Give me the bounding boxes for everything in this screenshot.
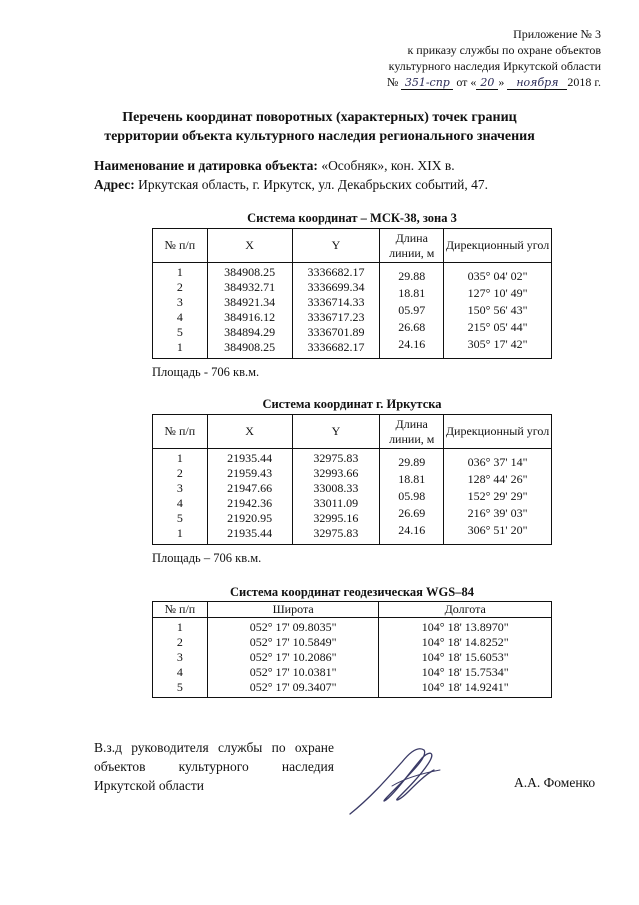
table3-longitude-value: 104° 18' 14.9241": [421, 680, 509, 694]
order-month-handwritten: ноября: [507, 77, 567, 90]
order-number-line: [387, 74, 601, 90]
table2-angle-value: 128° 44' 26": [467, 472, 528, 486]
table3-latitude-value: 052° 17' 10.0381": [249, 665, 337, 679]
table1-angle-value: 305° 17' 42": [467, 337, 528, 351]
table3-point: 1: [176, 620, 183, 634]
coordinates-table-irkutsk: [152, 414, 552, 545]
table2-col-angle: [444, 449, 552, 545]
table1-length-value: 26.68: [398, 320, 426, 334]
table1-x-value: 384894.29: [224, 325, 276, 339]
table2-col-x: [207, 449, 292, 545]
table2-x-value: 21959.43: [227, 466, 273, 480]
table1-header-number: № п/п: [153, 229, 208, 263]
table2-y-value: 32975.83: [313, 451, 359, 465]
appendix-header: [387, 26, 601, 90]
table3-header-number: № п/п: [153, 602, 208, 618]
table2-y-value: 32995.16: [313, 511, 359, 525]
table2-point: 3: [176, 481, 183, 495]
table3-point: 2: [176, 635, 183, 649]
table2-y-value: 33008.33: [313, 481, 359, 495]
table1-col-x: [207, 263, 292, 359]
table2-y-value: 32975.83: [313, 526, 359, 540]
table2-length-value: 18.81: [398, 472, 426, 486]
table3-header-latitude: Широта: [207, 602, 379, 618]
table1-area: Площадь - 706 кв.м.: [152, 365, 260, 379]
table2-point: 4: [176, 496, 183, 510]
table1-y-value: 3336682.17: [307, 265, 365, 279]
object-address-label: Адрес:: [94, 177, 135, 192]
quote-close: »: [498, 75, 505, 89]
table1-col-length: [380, 263, 444, 359]
table3-col-latitude: [207, 618, 379, 698]
table3-longitude-value: 104° 18' 15.7534": [421, 665, 509, 679]
table1-point: 2: [176, 280, 183, 294]
table1-length-value: 29.88: [398, 269, 426, 283]
table2-header-angle: Дирекционный угол: [444, 415, 552, 449]
table1-point: 1: [176, 265, 183, 279]
table1-x-value: 384908.25: [224, 340, 276, 354]
table1-header-angle: Дирекционный угол: [444, 229, 552, 263]
table2-angle-value: 216° 39' 03": [467, 506, 528, 520]
table2-point: 1: [176, 526, 183, 540]
table1-y-value: 3336714.33: [307, 295, 365, 309]
document-title: [0, 108, 639, 146]
table3-point: 5: [176, 680, 183, 694]
table2-length-value: 29.89: [398, 455, 426, 469]
object-name-label: Наименование и датировка объекта:: [94, 158, 318, 173]
table2-point: 1: [176, 451, 183, 465]
order-year: 2018 г.: [567, 75, 601, 89]
table2-y-value: 32993.66: [313, 466, 359, 480]
number-sign: №: [386, 75, 399, 89]
table3-longitude-value: 104° 18' 14.8252": [421, 635, 509, 649]
table3-point: 3: [176, 650, 183, 664]
table2-point: 5: [176, 511, 183, 525]
table1-col-y: [292, 263, 380, 359]
handwritten-signature: [340, 740, 450, 820]
appendix-line-3: культурного наследия Иркутской области: [388, 59, 601, 73]
from-word: от «: [456, 75, 477, 89]
table1-x-value: 384932.71: [224, 280, 276, 294]
table2-length-value: 24.16: [398, 523, 426, 537]
signatory-name: А.А. Фоменко: [514, 775, 596, 790]
table2-col-number: [153, 449, 208, 545]
title-line-2: территории объекта культурного наследия регионального значения: [104, 129, 535, 144]
table2-x-value: 21942.36: [227, 496, 273, 510]
coordinates-table-msk38: [152, 228, 552, 359]
table2-y-value: 33011.09: [313, 496, 359, 510]
table1-col-angle: [444, 263, 552, 359]
table1-length-value: 18.81: [398, 286, 426, 300]
table2-header-x: X: [207, 415, 292, 449]
table1-angle-value: 215° 05' 44": [467, 320, 528, 334]
table3-col-longitude: [379, 618, 552, 698]
table1-caption: Система координат – МСК-38, зона 3: [247, 211, 457, 225]
table2-angle-value: 036° 37' 14": [467, 455, 528, 469]
table1-x-value: 384916.12: [224, 310, 276, 324]
appendix-line-1: Приложение № 3: [513, 27, 601, 41]
order-number-handwritten: 351-спр: [401, 77, 453, 90]
table2-header-length: Длина линии, м: [380, 415, 444, 449]
table3-latitude-value: 052° 17' 09.3407": [249, 680, 337, 694]
appendix-line-2: к приказу службы по охране объектов: [407, 43, 601, 57]
table3-longitude-value: 104° 18' 15.6053": [421, 650, 509, 664]
object-address-line: [94, 176, 488, 194]
table3-longitude-value: 104° 18' 13.8970": [421, 620, 509, 634]
table1-y-value: 3336701.89: [307, 325, 365, 339]
table3-latitude-value: 052° 17' 10.5849": [249, 635, 337, 649]
table1-col-number: [153, 263, 208, 359]
table3-col-number: [153, 618, 208, 698]
object-name-value: «Особняк», кон. XIX в.: [321, 158, 455, 173]
table2-angle-value: 152° 29' 29": [467, 489, 528, 503]
table2-caption: Система координат г. Иркутска: [262, 397, 442, 411]
table2-x-value: 21920.95: [227, 511, 273, 525]
table2-angle-value: 306° 51' 20": [467, 523, 528, 537]
order-day-handwritten: 20: [476, 77, 498, 90]
table1-angle-value: 035° 04' 02": [467, 269, 528, 283]
table2-x-value: 21935.44: [227, 526, 273, 540]
table3-header-longitude: Долгота: [379, 602, 552, 618]
table3-point: 4: [176, 665, 183, 679]
title-line-1: Перечень координат поворотных (характерных) точек границ: [122, 110, 517, 125]
signatory-position: В.з.д руководителя службы по охране объектов культурного наследия Иркутской области: [94, 740, 334, 793]
table2-length-value: 26.69: [398, 506, 426, 520]
table2-length-value: 05.98: [398, 489, 426, 503]
object-name-line: [94, 157, 455, 175]
table2-header-number: № п/п: [153, 415, 208, 449]
table3-latitude-value: 052° 17' 09.8035": [249, 620, 337, 634]
table2-point: 2: [176, 466, 183, 480]
table1-point: 4: [176, 310, 183, 324]
table2-x-value: 21947.66: [227, 481, 273, 495]
table1-header-length: Длина линии, м: [380, 229, 444, 263]
table2-x-value: 21935.44: [227, 451, 273, 465]
table1-point: 3: [176, 295, 183, 309]
table1-length-value: 24.16: [398, 337, 426, 351]
table1-angle-value: 150° 56' 43": [467, 303, 528, 317]
table1-header-y: Y: [292, 229, 380, 263]
object-address-value: Иркутская область, г. Иркутск, ул. Декабрьских событий, 47.: [138, 177, 488, 192]
coordinates-table-wgs84: [152, 601, 552, 698]
table1-point: 1: [176, 340, 183, 354]
table2-col-y: [292, 449, 380, 545]
table2-area: Площадь – 706 кв.м.: [152, 551, 262, 565]
table1-x-value: 384921.34: [224, 295, 276, 309]
table3-latitude-value: 052° 17' 10.2086": [249, 650, 337, 664]
table2-header-y: Y: [292, 415, 380, 449]
table1-header-x: X: [207, 229, 292, 263]
table1-length-value: 05.97: [398, 303, 426, 317]
table1-y-value: 3336682.17: [307, 340, 365, 354]
table1-x-value: 384908.25: [224, 265, 276, 279]
table1-y-value: 3336699.34: [307, 280, 365, 294]
table3-caption: Система координат геодезическая WGS–84: [230, 585, 474, 599]
table1-y-value: 3336717.23: [307, 310, 365, 324]
table1-point: 5: [176, 325, 183, 339]
table2-col-length: [380, 449, 444, 545]
table1-angle-value: 127° 10' 49": [467, 286, 528, 300]
